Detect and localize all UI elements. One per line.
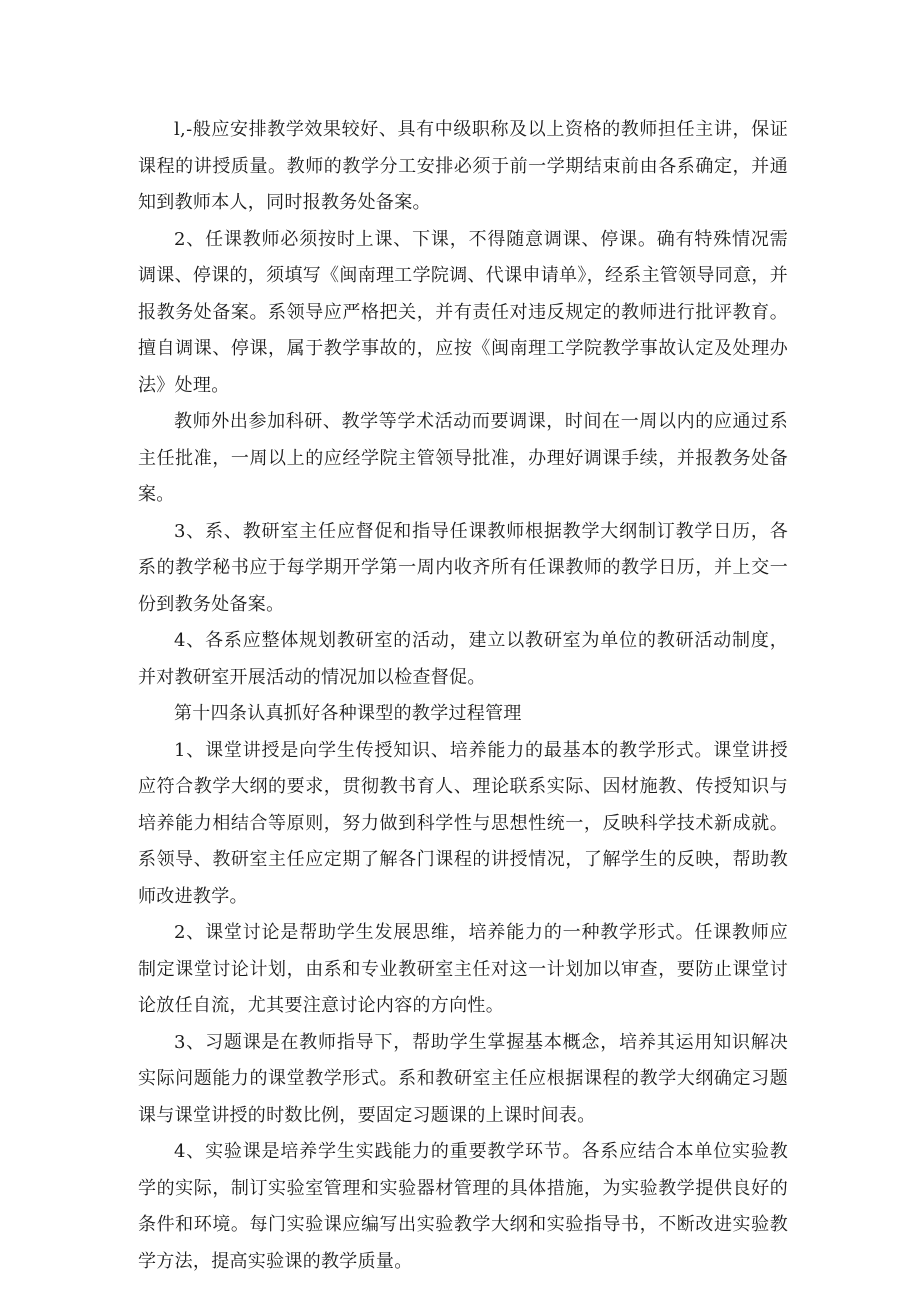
paragraph-academic-leave: 教师外出参加科研、教学等学术活动而要调课，时间在一周以内的应通过系主任批准，一周以上的应经学院主管领导批准，办理好调课手续，并报教务处备案。 <box>138 411 788 505</box>
paragraph-lecture: 1、课堂讲授是向学生传授知识、培养能力的最基本的教学形式。课堂讲授应符合教学大纲的要求，贯彻教书育人、理论联系实际、因材施教、传授知识与培养能力相结合等原则，努力做到科学性与思想性统一，反映科学技术新成就。系领导、教研室主任应定期了解各门课程的讲授情况，了解学生的反映，帮助教师改进教学。 <box>138 739 788 907</box>
section-heading-article-14: 第十四条认真抓好各种课型的教学过程管理 <box>174 703 522 724</box>
document-body <box>138 112 788 1280</box>
paragraph-discussion: 2、课堂讨论是帮助学生发展思维，培养能力的一种教学形式。任课教师应制定课堂讨论计划，由系和专业教研室主任对这一计划加以审查，要防止课堂讨论放任自流，尤其要注意讨论内容的方向性。 <box>138 922 788 1016</box>
paragraph-teaching-assignment: l,-般应安排教学效果较好、具有中级职称及以上资格的教师担任主讲，保证课程的讲授质量。教师的教学分工安排必须于前一学期结束前由各系确定，并通知到教师本人，同时报教务处备案。 <box>138 119 788 213</box>
paragraph-class-schedule: 2、任课教师必须按时上课、下课，不得随意调课、停课。确有特殊情况需调课、停课的，须填写《闽南理工学院调、代课申请单》，经系主管领导同意，并报教务处备案。系领导应严格把关，并有责任对违反规定的教师进行批评教育。擅自调课、停课，属于教学事故的，应按《闽南理工学院教学事故认定及处理办法》处理。 <box>138 228 788 396</box>
paragraph-teaching-calendar: 3、系、教研室主任应督促和指导任课教师根据教学大纲制订教学日历，各系的教学秘书应于每学期开学第一周内收齐所有任课教师的教学日历，并上交一份到教务处备案。 <box>138 520 788 615</box>
paragraph-lab-class: 4、实验课是培养学生实践能力的重要教学环节。各系应结合本单位实验教学的实际，制订实验室管理和实验器材管理的具体措施，为实验教学提供良好的条件和环境。每门实验课应编写出实验教学大纲和实验指导书，不断改进实验教学方法，提高实验课的教学质量。 <box>138 1141 788 1272</box>
paragraph-teaching-research: 4、各系应整体规划教研室的活动，建立以教研室为单位的教研活动制度，并对教研室开展活动的情况加以检查督促。 <box>138 630 788 688</box>
paragraph-exercise-class: 3、习题课是在教师指导下，帮助学生掌握基本概念，培养其运用知识解决实际问题能力的课堂教学形式。系和教研室主任应根据课程的教学大纲确定习题课与课堂讲授的时数比例，要固定习题课的上课时间表。 <box>138 1031 788 1126</box>
